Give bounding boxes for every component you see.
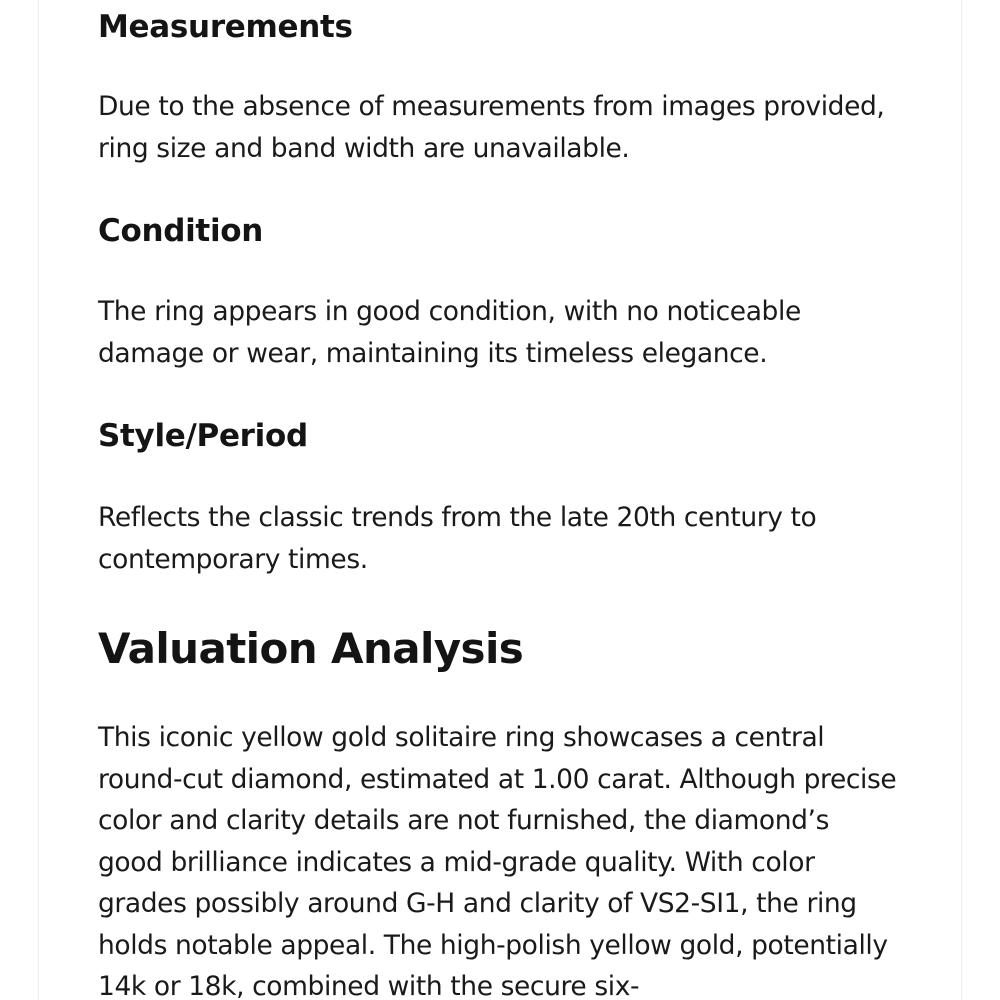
style-period-heading: Style/Period: [98, 418, 308, 454]
valuation-analysis-text: This iconic yellow gold solitaire ring showcases a central round-cut diamond, estimated at 1.00 carat. Although precise color and clarity details are not furnished, the diamond’s good brilliance indicates a mid-grade quality. With color grades possibly around G-H and clarity of VS2-SI1, the ring holds notable appeal. The high-polish yellow gold, potentially 14k or 18k, combined with the secure six-: [98, 722, 897, 1000]
valuation-analysis-heading: Valuation Analysis: [98, 624, 524, 673]
style-period-text: Reflects the classic trends from the late 20th century to contemporary times.: [98, 502, 817, 575]
condition-heading: Condition: [98, 213, 264, 249]
measurements-heading: Measurements: [98, 9, 353, 45]
measurements-text: Due to the absence of measurements from images provided, ring size and band width are unavailable.: [98, 91, 885, 164]
condition-text: The ring appears in good condition, with no noticeable damage or wear, maintaining its timeless elegance.: [98, 296, 801, 369]
